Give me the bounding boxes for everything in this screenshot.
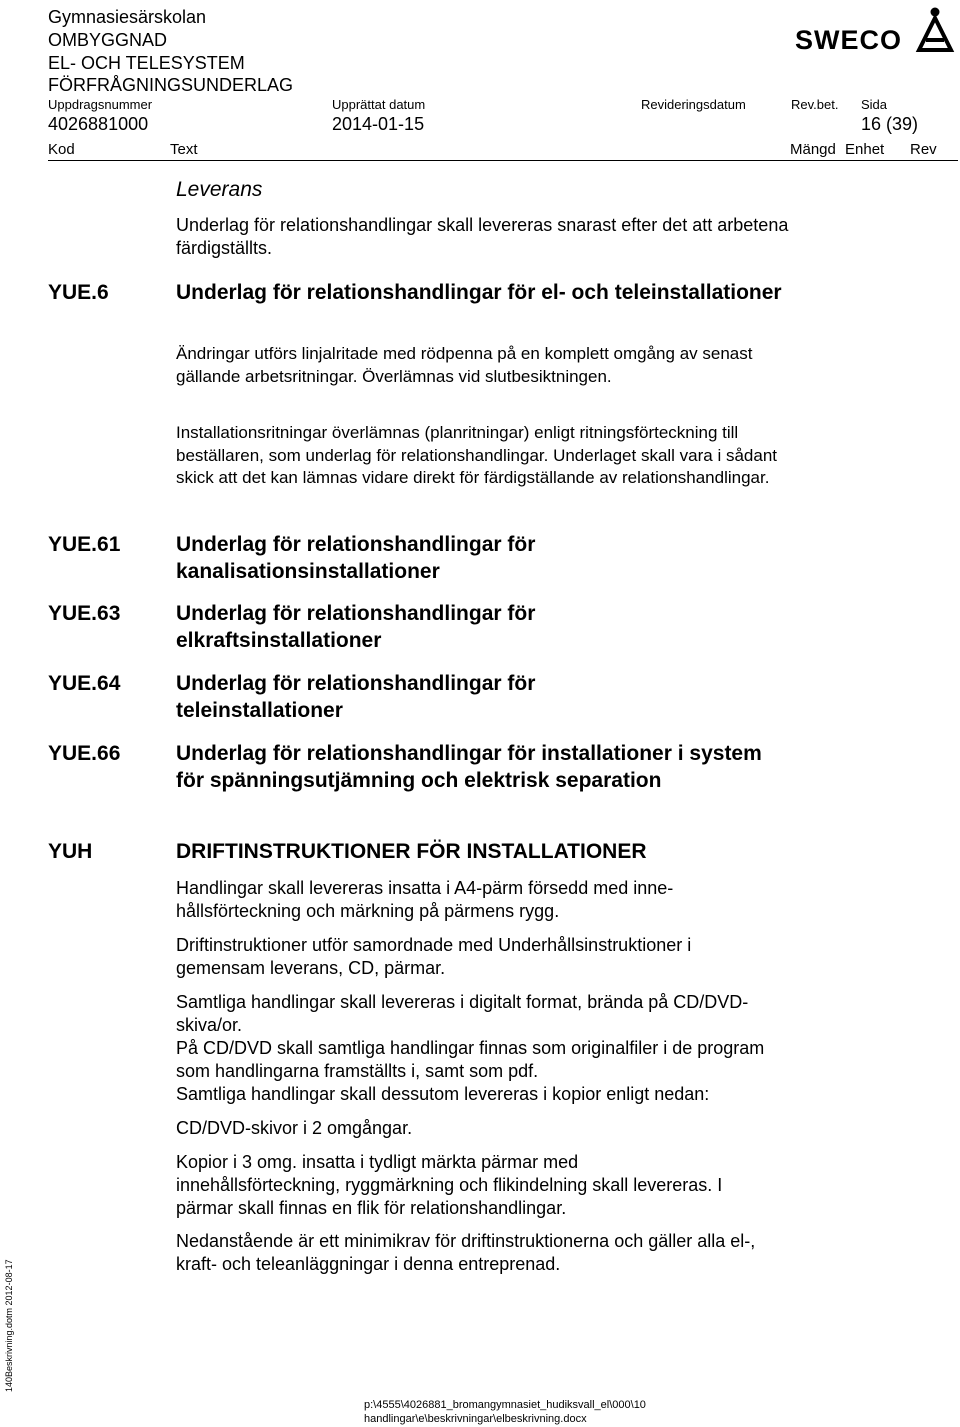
yuh-paragraph-6: CD/DVD-skivor i 2 omgångar. (176, 1118, 413, 1138)
column-quantity: Mängd (790, 141, 836, 158)
footer-file-path: p:\4555\4026881_bromangymnasiet_hudiksvall_el\000\10 handlingar\e\beskrivningar\elbeskrivning.docx (364, 1399, 646, 1425)
yuh-paragraph-2: Driftinstruktioner utför samordnade med Underhållsinstruktioner i gemensam leverans, CD, pärmar. (176, 935, 692, 978)
assignment-no-value: 4026881000 (48, 114, 149, 134)
created-date-value: 2014-01-15 (332, 114, 425, 134)
revision-date-label: Revideringsdatum (641, 97, 746, 112)
document-type: FÖRFRÅGNINGSUNDERLAG (48, 75, 294, 95)
header-rule (48, 160, 958, 161)
yue6-paragraph-1: Ändringar utförs linjalritade med rödpenna på en komplett omgång av senast gällande arbetsritningar. Överlämnas vid slutbesiktningen. (176, 344, 753, 386)
code-yue61: YUE.61 (48, 533, 121, 556)
column-rev: Rev (910, 141, 937, 158)
sweco-logo-mark (919, 8, 951, 51)
assignment-no-label: Uppdragsnummer (48, 97, 153, 112)
column-text: Text (170, 141, 198, 158)
leverans-text: Underlag för relationshandlingar skall levereras snarast efter det att arbetena färdigställts. (176, 215, 789, 258)
yuh-paragraph-1: Handlingar skall levereras insatta i A4-pärm försedd med inne-hållsförteckning och märkning på pärmens rygg. (176, 878, 674, 921)
page-label: Sida (861, 97, 888, 112)
template-side-note: 140Beskrivning.dotm 2012-08-17 (4, 1259, 14, 1392)
code-yue66: YUE.66 (48, 742, 121, 765)
column-unit: Enhet (845, 141, 885, 158)
leverans-title: Leverans (176, 178, 263, 201)
heading-yue64: Underlag för relationshandlingar för teleinstallationer (176, 672, 536, 722)
heading-yue63: Underlag för relationshandlingar för elkraftsinstallationer (176, 602, 536, 652)
heading-yue66: Underlag för relationshandlingar för installationer i system för spänningsutjämning och elektrisk separation (176, 742, 762, 792)
code-yue63: YUE.63 (48, 602, 121, 625)
yuh-paragraph-8: Nedanstående är ett minimikrav för driftinstruktionerna och gäller alla el-, kraft- och teleanläggningar i denna entreprenad. (176, 1231, 756, 1274)
rev-designation-label: Rev.bet. (791, 97, 839, 112)
yuh-paragraph-4: På CD/DVD skall samtliga handlingar finnas som originalfiler i de program som handlingarna framställts i, samt som pdf. (176, 1038, 765, 1081)
created-date-label: Upprättat datum (332, 97, 426, 112)
column-code: Kod (48, 141, 75, 158)
project-name: OMBYGGNAD (48, 30, 168, 50)
code-yue64: YUE.64 (48, 672, 121, 695)
heading-yue6: Underlag för relationshandlingar för el- och teleinstallationer (176, 281, 782, 304)
sweco-logo (795, 4, 955, 54)
yuh-paragraph-7: Kopior i 3 omg. insatta i tydligt märkta pärmar med innehållsförteckning, ryggmärkning och flikindelning skall levereras. I pärmar skall finnas en flik för relationshandlingar. (176, 1152, 723, 1218)
code-yue6: YUE.6 (48, 281, 109, 304)
yuh-paragraph-3: Samtliga handlingar skall levereras i digitalt format, brända på CD/DVD-skiva/or. (176, 992, 749, 1035)
yuh-paragraph-5: Samtliga handlingar skall dessutom levereras i kopior enligt nedan: (176, 1084, 710, 1104)
school-name: Gymnasiesärskolan (48, 7, 207, 27)
subject-name: EL- OCH TELESYSTEM (48, 53, 245, 73)
heading-yuh: DRIFTINSTRUKTIONER FÖR INSTALLATIONER (176, 840, 647, 863)
sweco-logo-text: SWECO (795, 25, 903, 54)
yue6-paragraph-2: Installationsritningar överlämnas (planritningar) enligt ritningsförteckning till beställaren, som underlag för relationshandlingar. Underlaget skall vara i sådant skick att det kan lämnas vidare direkt för färdigställande av relationshandlingar. (176, 423, 778, 487)
page-value: 16 (39) (861, 114, 919, 134)
code-yuh: YUH (48, 840, 93, 863)
heading-yue61: Underlag för relationshandlingar för kanalisationsinstallationer (176, 533, 536, 583)
